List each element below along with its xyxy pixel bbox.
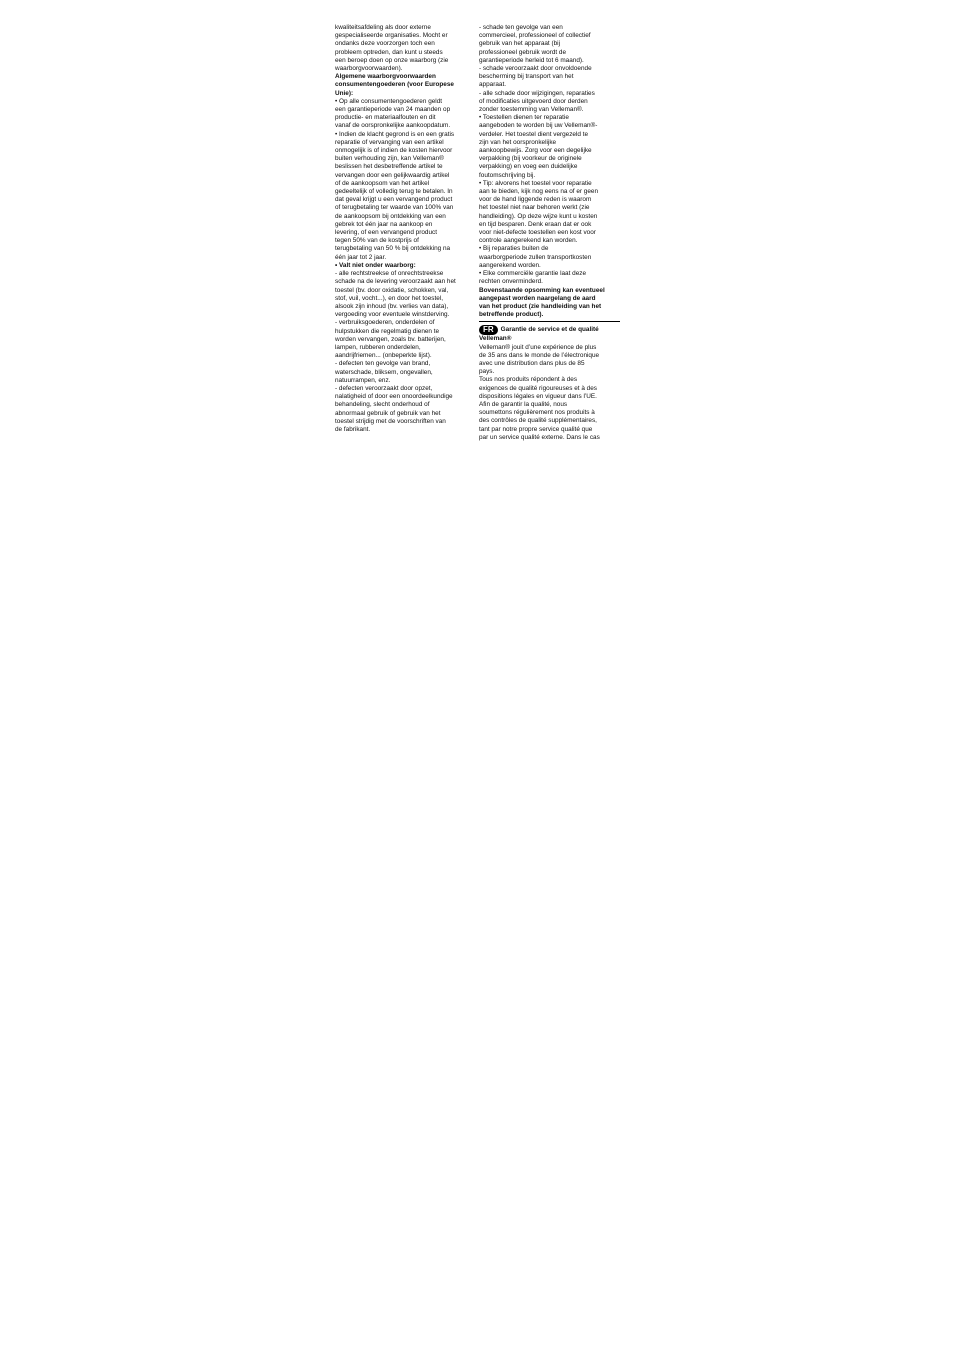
text-line: waarborgperiode zullen transportkosten <box>479 253 592 261</box>
text-line: rechten onverminderd. <box>479 278 543 286</box>
text-line: een beroep doen op onze waarborg (zie <box>335 56 449 64</box>
text-line: beslissen het desbetreffende artikel te <box>335 163 443 171</box>
text-line: en tijd besparen. Denk eraan dat er ook <box>479 220 592 228</box>
fr-flag-badge: FR <box>479 325 498 335</box>
text-line: - schade ten gevolge van een <box>479 24 563 31</box>
left-column <box>335 24 476 434</box>
text-line: toestel (bv. door oxidatie, schokken, val, <box>335 286 449 294</box>
text-line: gebrek tot één jaar na aankoop en <box>335 220 433 228</box>
text-line: vervangen door een gelijkwaardig artikel <box>335 171 450 179</box>
text-line: Algemene waarborgvoorwaarden <box>335 73 436 81</box>
text-line: consumentengoederen (voor Europese <box>335 81 454 89</box>
text-line: aankoopbewijs. Zorg voor een degelijke <box>479 147 592 155</box>
text-line: verpakking) en voeg een duidelijke <box>479 163 578 171</box>
text-line: terugbetaling van 50 % bij ontdekking na <box>335 245 451 253</box>
text-line: hulpstukken die regelmatig dienen te <box>335 327 440 335</box>
text-line: exigences de qualité rigoureuses et à des <box>479 384 597 392</box>
text-line: probleem optreden, dan kunt u steeds <box>335 48 443 56</box>
text-line: foutomschrijving bij. <box>479 171 536 179</box>
text-line: betreffende product). <box>479 311 544 319</box>
text-line: • Tip: alvorens het toestel voor reparatie <box>479 179 592 187</box>
text-line: of terugbetaling ter waarde van 100% van <box>335 204 454 212</box>
text-line: aandrijfriemen... (onbeperkte lijst). <box>335 352 432 360</box>
fr-section-body <box>479 344 620 442</box>
text-line: commercieel, professioneel of collectief <box>479 32 591 40</box>
text-line: - schade veroorzaakt door onvoldoende <box>479 65 592 73</box>
text-line: professioneel gebruik wordt de <box>479 48 567 56</box>
text-line: abnormaal gebruik of gebruik van het <box>335 409 441 417</box>
text-line: worden vervangen, zoals bv. batterijen, <box>335 335 446 343</box>
text-line: Velleman® jouit d’une expérience de plus <box>479 343 597 351</box>
text-line: • Op alle consumentengoederen geldt <box>335 97 443 105</box>
text-line: verdeler. Het toestel dient vergezeld te <box>479 130 589 138</box>
text-line: gedeeltelijk of volledig terug te betalen. In <box>335 188 453 196</box>
text-line: de 35 ans dans le monde de l’électronique <box>479 351 600 359</box>
text-line: zijn van het oorspronkelijke <box>479 138 557 146</box>
text-line: - defecten veroorzaakt door opzet, <box>335 384 433 392</box>
right-column <box>479 24 620 442</box>
text-line: stof, vuil, vocht...), en door het toestel, <box>335 294 443 302</box>
text-line: - alle schade door wijzigingen, reparaties <box>479 89 595 97</box>
text-line: lampen, rubberen onderdelen, <box>335 343 421 351</box>
text-line: Tous nos produits répondent à des <box>479 376 578 384</box>
text-line: buiten verhouding zijn, kan Velleman® <box>335 155 444 163</box>
text-line: kwaliteitsafdeling als door externe <box>335 24 431 31</box>
text-line: dispositions légales en vigueur dans l’UE. <box>479 392 597 400</box>
text-line: van het product (zie handleiding van het <box>479 302 602 310</box>
text-line: waarborgvoorwaarden). <box>335 65 403 73</box>
text-line: vanaf de oorspronkelijke aankoopdatum. <box>335 122 451 130</box>
text-line: apparaat. <box>479 81 507 89</box>
text-line: de fabrikant. <box>335 425 371 433</box>
text-line: avec une distribution dans plus de 85 <box>479 359 585 367</box>
text-line: par un service qualité externe. Dans le cas <box>479 433 600 441</box>
text-line: toestel strijdig met de voorschriften van <box>335 417 446 425</box>
text-line: controle aangerekend kan worden. <box>479 237 578 245</box>
text-line: Unie): <box>335 89 354 97</box>
text-line: • Bij reparaties buiten de <box>479 245 549 253</box>
text-line: de aankoopsom bij ontdekking van een <box>335 212 446 220</box>
text-line: of de aankoopsom van het artikel <box>335 179 430 187</box>
text-line: alsook zijn inhoud (bv. verlies van data), <box>335 302 449 310</box>
fr-section-heading: Garantie de service et de qualité <box>500 325 599 333</box>
text-line: • Valt niet onder waarborg: <box>335 261 416 269</box>
text-line: een garantieperiode van 24 maanden op <box>335 106 451 114</box>
text-line: nalatigheid of door een onoordeelkundige <box>335 393 453 401</box>
text-line: garantieperiode herleid tot 6 maand). <box>479 56 584 64</box>
text-line: gespecialiseerde organisaties. Mocht er <box>335 32 448 40</box>
text-line: bescherming bij transport van het <box>479 73 574 81</box>
text-line: - defecten ten gevolge van brand, <box>335 360 431 368</box>
text-line: aangepast worden naargelang de aard <box>479 294 596 302</box>
text-line: aangeboden te worden bij uw Velleman®- <box>479 122 598 130</box>
text-line: des contrôles de qualité supplémentaires, <box>479 417 597 425</box>
text-line: handleiding). Op deze wijze kunt u kosten <box>479 212 598 220</box>
text-line: onmogelijk is of indien de kosten hiervoor <box>335 147 453 155</box>
text-line: ondanks deze voorzorgen toch een <box>335 40 435 48</box>
text-line: soumettons régulièrement nos produits à <box>479 409 595 417</box>
text-line: tant par notre propre service qualité que <box>479 425 593 433</box>
text-line: Bovenstaande opsomming kan eventueel <box>479 286 605 294</box>
text-line: het toestel niet naar behoren werkt (zie <box>479 204 590 212</box>
text-line: zonder toestemming van Velleman®. <box>479 106 584 114</box>
text-line: reparatie of vervanging van een artikel <box>335 138 444 146</box>
text-line: aangerekend worden. <box>479 261 541 269</box>
fr-section-header <box>479 321 620 335</box>
text-line: - verbruiksgoederen, onderdelen of <box>335 319 435 327</box>
text-line: verpakking (bij voorkeur de originele <box>479 155 582 163</box>
text-line: of modificaties uitgevoerd door derden <box>479 97 588 105</box>
text-line: één jaar tot 2 jaar. <box>335 253 387 261</box>
text-line: natuurrampen, enz. <box>335 376 391 384</box>
text-line: vergoeding voor eventuele winstderving. <box>335 311 450 319</box>
text-line: levering, of een vervangend product <box>335 229 437 237</box>
text-line: - alle rechtstreekse of onrechtstreekse <box>335 270 444 278</box>
text-line: • Toestellen dienen ter reparatie <box>479 114 569 122</box>
text-line: tegen 50% van de kostprijs of <box>335 237 419 245</box>
text-line: voor niet-defecte toestellen een kost voor <box>479 229 596 237</box>
text-line: pays. <box>479 368 495 376</box>
text-line: dat geval krijgt u een vervangend product <box>335 196 453 204</box>
right-column-text <box>479 24 620 319</box>
text-line: • Indien de klacht gegrond is en een gratis <box>335 130 455 138</box>
text-line: behandeling, slecht onderhoud of <box>335 401 430 409</box>
text-line: aan te bieden, kijk nog eens na of er geen <box>479 188 599 196</box>
text-line: productie- en materiaalfouten en dit <box>335 114 436 122</box>
text-line: voor de hand liggende reden is waarom <box>479 196 592 204</box>
text-line: schade na de levering veroorzaakt aan het <box>335 278 456 286</box>
text-line: gebruik van het apparaat (bij <box>479 40 561 48</box>
text-line: • Elke commerciële garantie laat deze <box>479 270 587 278</box>
text-line: Afin de garantir la qualité, nous <box>479 400 568 408</box>
text-line: waterschade, bliksem, ongevallen, <box>335 368 433 376</box>
fr-section-heading-cont: Velleman® <box>479 335 512 343</box>
